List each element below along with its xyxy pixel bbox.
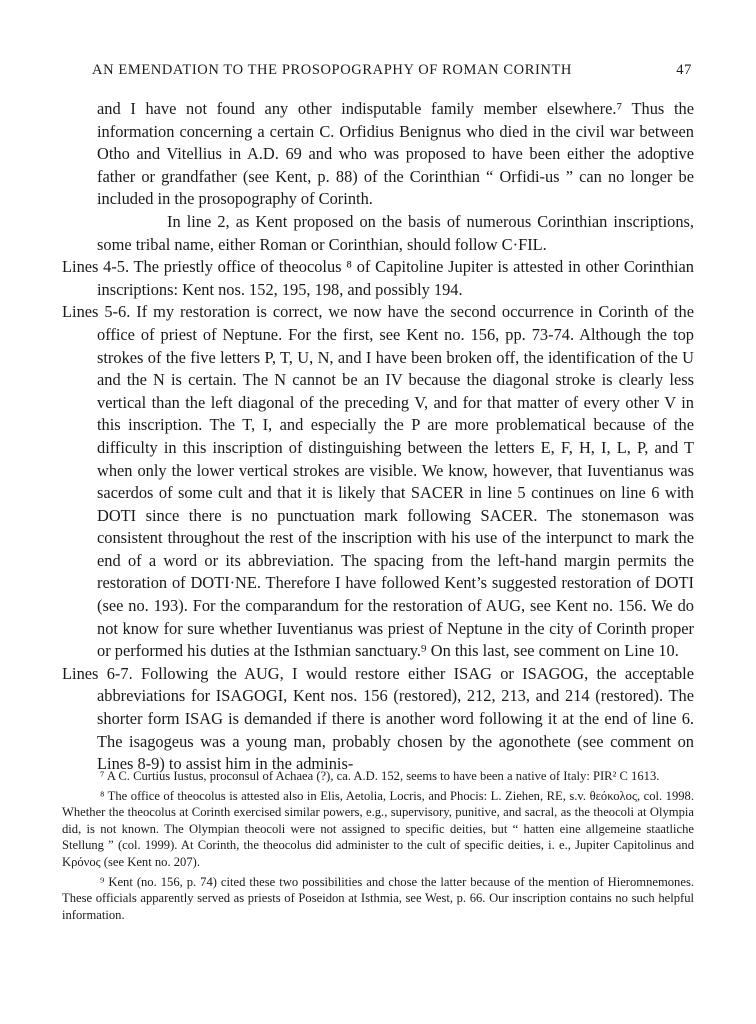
paragraph-line-2: In line 2, as Kent proposed on the basis of numerous Corinthian inscriptions, some tribal name, either Roman or Corinthian, should follow C·FIL. (97, 211, 694, 254)
paragraph-lines-6-7: Lines 6-7. Following the AUG, I would restore either ISAG or ISAGOG, the acceptable abbreviations for ISAGOGI, Kent nos. 156 (restored), 212, 213, and 214 (restored). The shorter form ISAG is demanded if there is another word following it at the end of line 6. The isagogeus was a young man, probably chosen by the agonothete (see comment on Lines 8-9) to assist him in the adminis- (62, 663, 694, 774)
footnote-8: ⁸ The office of theocolus is attested also in Elis, Aetolia, Locris, and Phocis: L. Ziehen, RE, s.v. θεόκολος, col. 1998. Whether the theocolus at Corinth exercised similar powers, e.g., supervisory, punitive, and sacral, as the theocoli at Olympia did, is not known. The Olympian theocoli were not assigned to specific deities, but “ hatten eine allgemeine staatliche Stellung ” (col. 1999). At Corinth, the theocolus did administer to the cult of specific deities, i. e., Jupiter Capitolinus and Κρόνος (see Kent no. 207). (62, 788, 694, 869)
body-text (62, 98, 694, 776)
footnote-9: ⁹ Kent (no. 156, p. 74) cited these two possibilities and chose the latter because of the mention of Hieromnemones. These officials apparently served as priests of Poseidon at Isthmia, see West, p. 66. Our inscription contains no such helpful information. (62, 874, 694, 922)
paragraph-lines-4-5: Lines 4-5. The priestly office of theocolus ⁸ of Capitoline Jupiter is attested in other Corinthian inscriptions: Kent nos. 152, 195, 198, and possibly 194. (62, 257, 694, 299)
running-title: AN EMENDATION TO THE PROSOPOGRAPHY OF ROMAN CORINTH (92, 62, 573, 78)
footnote-7: ⁷ A C. Curtius Iustus, proconsul of Achaea (?), ca. A.D. 152, seems to have been a native of Italy: PIR² C 1613. (100, 769, 660, 783)
footnotes (62, 768, 694, 926)
paragraph-continuation: and I have not found any other indisputable family member elsewhere.⁷ Thus the information concerning a certain C. Orfidius Benignus who died in the civil war between Otho and Vitellius in A.D. 69 and who was proposed to have been either the adoptive father or grandfather (see Kent, p. 88) of the Corinthian “ Orfidi-us ” can no longer be included in the prosopography of Corinth. (97, 99, 694, 209)
paragraph-lines-5-6: Lines 5-6. If my restoration is correct, we now have the second occurrence in Corinth of the office of priest of Neptune. For the first, see Kent no. 156, pp. 73-74. Although the top strokes of the five letters P, T, U, N, and I have been broken off, the identification of the U and the N is certain. The N cannot be an IV because the diagonal stroke is clearly less vertical than the left diagonal of the preceding V, and for that matter of every other V in this inscription. The T, I, and especially the P are more problematical because of the difficulty in this inscription of distinguishing between the letters E, F, H, I, L, P, and T when only the lower vertical strokes are visible. We know, however, that Iuventianus was sacerdos of some cult and that it is likely that SACER in line 5 continues on line 6 with DOTI since there is no punctuation mark following SACER. The stonemason was consistent throughout the rest of the inscription with his use of the interpunct to mark the end of a word or its abbreviation. The spacing from the left-hand margin permits the restoration of DOTI·NE. Therefore I have followed Kent’s suggested restoration of DOTI (see no. 193). For the comparandum for the restoration of AUG, see Kent no. 156. We do not know for sure whether Iuventianus was priest of Neptune in the city of Corinth proper or performed his duties at the Isthmian sanctuary.⁹ On this last, see comment on Line 10. (62, 302, 694, 661)
page-number: 47 (676, 62, 692, 78)
